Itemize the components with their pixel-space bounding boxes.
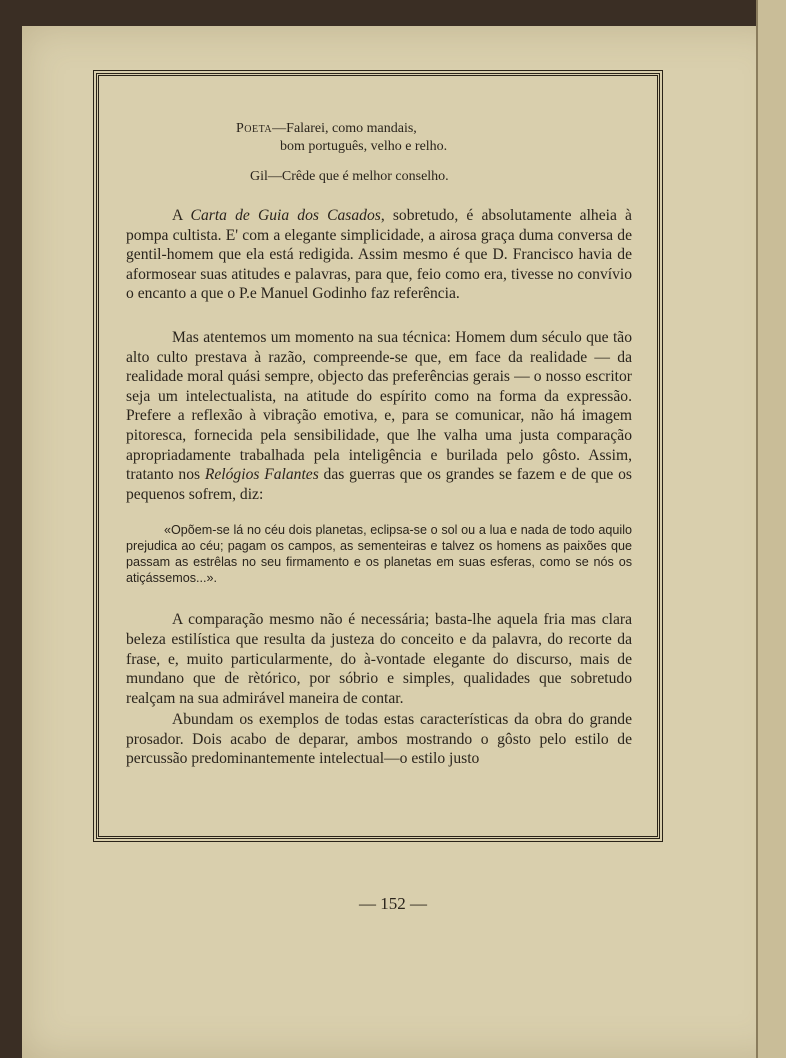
paragraph: Abundam os exemplos de todas estas características da obra do grande prosador. Dois acabo de deparar, ambos mostrando o gôsto pelo estilo de percussão predominantemente intelectual—o estilo justo xyxy=(126,711,632,768)
verse-text: —Falarei, como mandais, xyxy=(272,121,417,136)
text-run: das guerras que os grandes se fazem e de que os pequenos sofrem, diz: xyxy=(126,466,632,503)
speaker-poeta: Poeta xyxy=(236,121,273,136)
verse-line xyxy=(236,120,632,138)
verse-text: —Crêde que é melhor conselho. xyxy=(267,169,449,184)
block-quote: «Opõem-se lá no céu dois planetas, eclipsa-se o sol ou a lua e nada de todo aquilo prejudica ao céu; pagam os campos, as sementeiras e talvez os homens as paixões que passam as estrêlas no seu firmamento e os planetas em suas esferas, como se nós os atiçássemos...». xyxy=(126,523,632,586)
text-run: Mas atentemos um momento na sua técnica: Homem dum século que tão alto culto prestava à razão, compreende-se que, em face da realidade — da realidade moral quási sempre, objecto das preferências gerais — o nosso escritor seja um intelectualista, na atitude do espírito como na forma da expressão. Prefere a reflexão à vibração emotiva, e, para se comunicar, não há imagem pitoresca, fornecida pela sensibilidade, que lhe valha uma justa comparação apropriadamente trabalhada pela inteligência e burilada pelo gôsto. Assim, tratanto nos xyxy=(126,328,632,484)
text-run: A xyxy=(172,207,191,224)
paragraph xyxy=(126,206,632,304)
book-title: Relógios Falantes xyxy=(204,466,319,484)
verse-gil xyxy=(250,168,632,186)
text-run: , sobretudo, é absolutamente alheia à pompa cultista. E' com a elegante simplicidade, a airosa graça duma conversa de gentil-homem que ela está redigida. Assim mesmo é que D. Francisco havia de aformosear suas atitudes e palavras, para que, feio como era, tivesse no convívio o encanto a que o P.e Manuel Godinho faz referência. xyxy=(126,207,632,303)
book-title: Carta de Guia dos Casados xyxy=(190,207,381,224)
speaker-gil: Gil xyxy=(250,169,268,184)
paragraph: A comparação mesmo não é necessária; basta-lhe aquela fria mas clara beleza estilística que resulta da justeza do conceito e da palavra, do recorte da frase, e, muito particularmente, do à-vontade elegante do discurso, mais de mundano que de rètórico, por sóbrio e simples, qualidades que sobretudo realçam na sua admirável maneira de contar. xyxy=(126,611,632,707)
verse-line: bom português, velho e relho. xyxy=(280,139,448,154)
paragraph xyxy=(126,328,632,504)
page-content xyxy=(126,120,632,769)
page-number: — 152 — xyxy=(359,894,427,913)
verse-poeta xyxy=(236,120,632,156)
